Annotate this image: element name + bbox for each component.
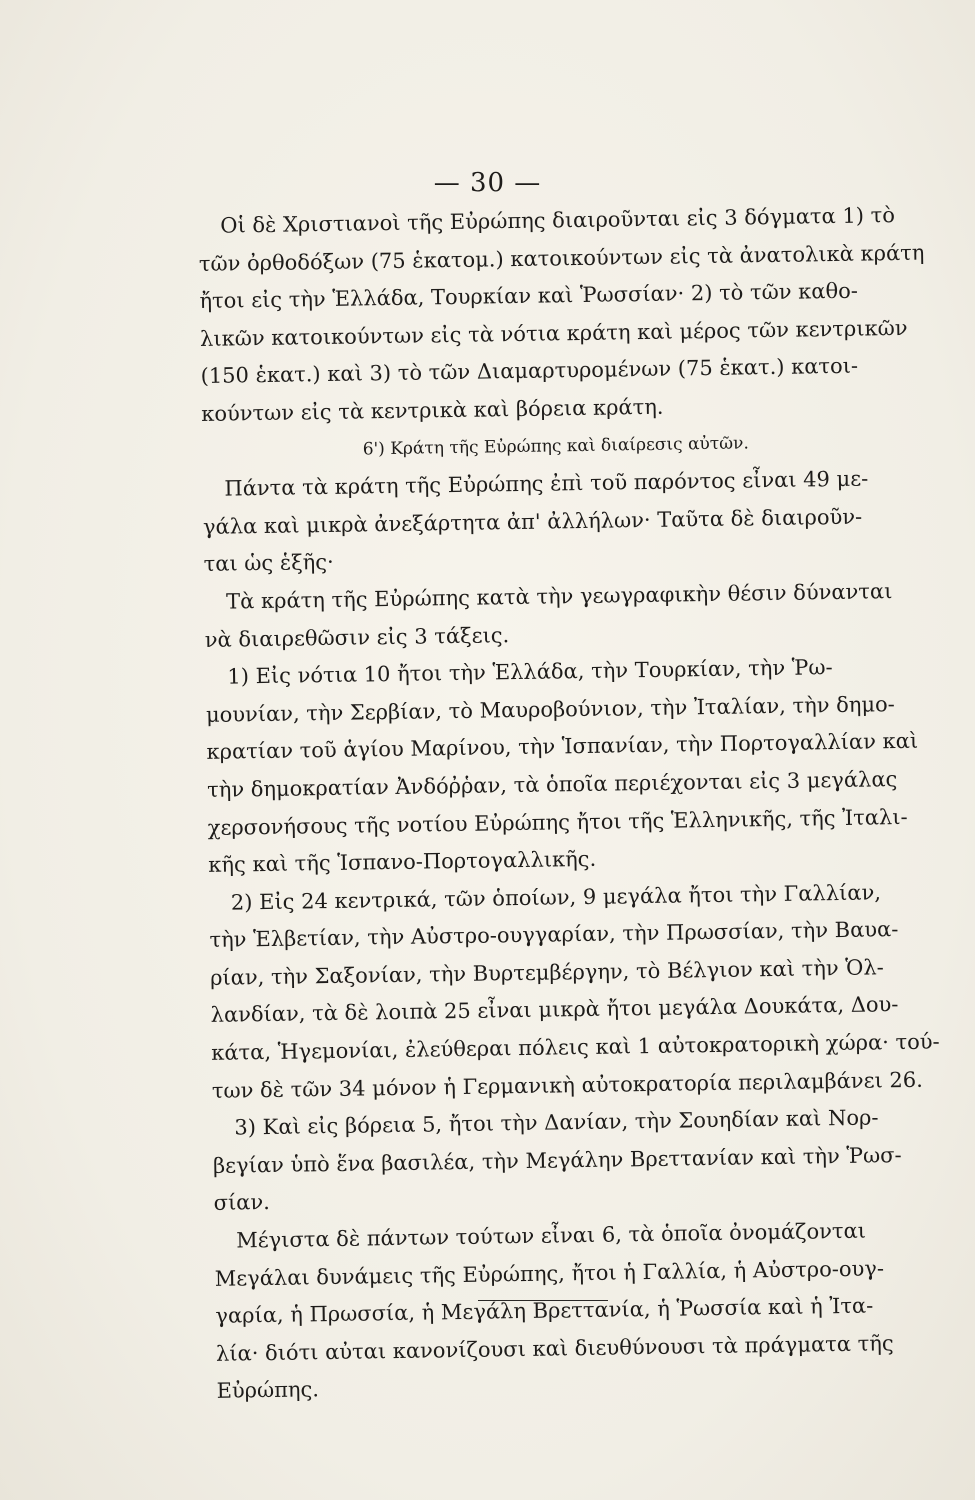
- text-line: (150 ἑκατ.) καὶ 3) τὸ τῶν Διαμαρτυρομένων (75 ἑκατ.) κατοι-: [200, 354, 859, 389]
- text-line: τῶν ὀρθοδόξων (75 ἑκατομ.) κατοικούντων εἰς τὰ ἀνατολικὰ κράτη: [198, 240, 925, 276]
- text-line: κρατίαν τοῦ ἁγίου Μαρίνου, τὴν Ἱσπανίαν, τὴν Πορτογαλλίαν καὶ: [206, 729, 919, 765]
- section-heading: 6') Κράτη τῆς Εὐρώπης καὶ διαίρεσις αὐτῶν.: [362, 432, 749, 460]
- text-line: μουνίαν, τὴν Σερβίαν, τὸ Μαυροβούνιον, τὴν Ἰταλίαν, τὴν δημο-: [205, 691, 895, 727]
- text-line: ἤτοι εἰς τὴν Ἑλλάδα, Τουρκίαν καὶ Ῥωσσίαν· 2) τὸ τῶν καθο-: [199, 278, 859, 314]
- text-line: λία· διότι αὐται κανονίζουσι καὶ διευθύνουσι τὰ πράγματα τῆς: [215, 1331, 894, 1366]
- text-line: κῆς καὶ τῆς Ἱσπανο-Πορτογαλλικῆς.: [208, 846, 597, 878]
- text-line: γαρία, ἡ Πρωσσία, ἡ Μεγάλη Βρεττανία, ἡ Ῥωσσία καὶ ἡ Ἰτα-: [215, 1293, 874, 1329]
- text-line: Τὰ κράτη τῆς Εὐρώπης κατὰ τὴν γεωγραφικὴν θέσιν δύνανται: [225, 579, 893, 614]
- text-line: τὴν δημοκρατίαν Ἀνδόῤῥαν, τὰ ὁποῖα περιέχονται εἰς 3 μεγάλας: [206, 766, 898, 802]
- text-line: των δὲ τῶν 34 μόνον ἡ Γερμανικὴ αὐτοκρατορία περιλαμβάνει 26.: [211, 1067, 923, 1103]
- text-line: λικῶν κατοικούντων εἰς τὰ νότια κράτη καὶ μέρος τῶν κεντρικῶν: [199, 315, 908, 351]
- text-line: νὰ διαιρεθῶσιν εἰς 3 τάξεις.: [204, 622, 510, 652]
- body-text: [198, 198, 940, 1411]
- text-line: 2) Εἰς 24 κεντρικά, τῶν ὁποίων, 9 μεγάλα ἤτοι τὴν Γαλλίαν,: [230, 880, 882, 915]
- text-line: 1) Εἰς νότια 10 ἤτοι τὴν Ἑλλάδα, τὴν Τουρκίαν, τὴν Ῥω-: [227, 655, 833, 689]
- text-line: Οἱ δὲ Χριστιανοὶ τῆς Εὐρώπης διαιροῦνται εἰς 3 δόγματα 1) τὸ: [220, 203, 896, 238]
- text-line: τὴν Ἑλβετίαν, τὴν Αὐστρο-ουγγαρίαν, τὴν Πρωσσίαν, τὴν Βαυα-: [209, 917, 899, 953]
- end-rule: [478, 1300, 608, 1301]
- text-line: ται ὡς ἑξῆς·: [203, 550, 334, 577]
- text-line: Μεγάλαι δυνάμεις τῆς Εὐρώπης, ἤτοι ἡ Γαλλία, ἡ Αὐστρο-ουγ-: [214, 1255, 885, 1291]
- text-line: κάτα, Ἡγεμονίαι, ἐλεύθεραι πόλεις καὶ 1 αὐτοκρατορικὴ χώρα· τού-: [211, 1029, 940, 1065]
- text-line: Μέγιστα δὲ πάντων τούτων εἶναι 6, τὰ ὁποῖα ὀνομάζονται: [236, 1218, 867, 1253]
- page-number: — 30 —: [433, 168, 542, 198]
- text-line: κούντων εἰς τὰ κεντρικὰ καὶ βόρεια κράτη.: [201, 394, 664, 426]
- text-line: γάλα καὶ μικρὰ ἀνεξάρτητα ἀπ' ἀλλήλων· Ταῦτα δὲ διαιροῦν-: [202, 504, 863, 539]
- text-line: Πάντα τὰ κράτη τῆς Εὐρώπης ἐπὶ τοῦ παρόντος εἶναι 49 με-: [224, 466, 869, 501]
- text-line: ρίαν, τὴν Σαξονίαν, τὴν Βυρτεμβέργην, τὸ Βέλγιον καὶ τὴν Ὁλ-: [209, 955, 884, 990]
- text-line: σίαν.: [213, 1190, 271, 1216]
- text-line: Εὐρώπης.: [216, 1377, 320, 1404]
- text-line: 3) Καὶ εἰς βόρεια 5, ἤτοι τὴν Δανίαν, τὴν Σουηδίαν καὶ Νορ-: [234, 1105, 879, 1140]
- text-line: βεγίαν ὑπὸ ἕνα βασιλέα, τὴν Μεγάλην Βρεττανίαν καὶ τὴν Ῥωσ-: [212, 1142, 902, 1178]
- text-line: χερσονήσους τῆς νοτίου Εὐρώπης ἤτοι τῆς Ἑλληνικῆς, τῆς Ἰταλι-: [207, 804, 908, 840]
- text-line: λανδίαν, τὰ δὲ λοιπὰ 25 εἶναι μικρὰ ἤτοι μεγάλα Δουκάτα, Δου-: [210, 992, 899, 1028]
